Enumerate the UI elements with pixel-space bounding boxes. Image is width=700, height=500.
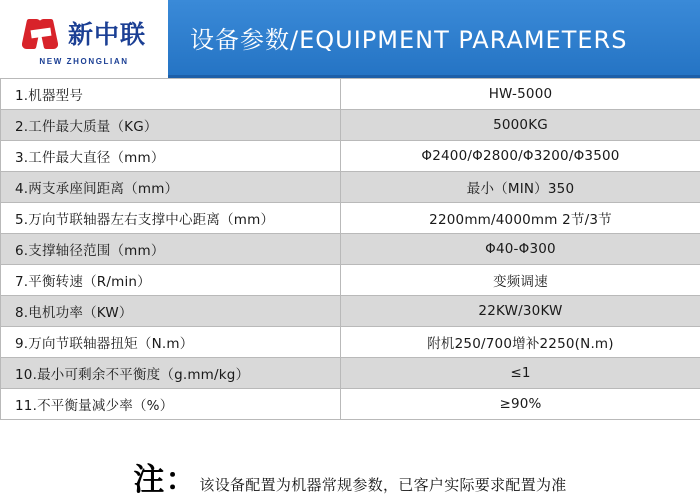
parameter-label: 3.工件最大直径（mm） — [1, 141, 341, 172]
parameter-label: 6.支撑轴径范围（mm） — [1, 234, 341, 265]
parameter-label: 5.万向节联轴器左右支撑中心距离（mm） — [1, 203, 341, 234]
parameters-table-wrap — [0, 78, 700, 420]
parameter-label: 4.两支承座间距离（mm） — [1, 172, 341, 203]
parameter-label: 9.万向节联轴器扭矩（N.m） — [1, 327, 341, 358]
table-row — [1, 141, 700, 172]
table-row — [1, 203, 700, 234]
table-row — [1, 389, 700, 420]
parameter-value: ≤1 — [341, 358, 700, 389]
parameter-value: Φ2400/Φ2800/Φ3200/Φ3500 — [341, 141, 700, 172]
table-row — [1, 296, 700, 327]
parameter-value: 附机250/700增补2250(N.m) — [341, 327, 700, 358]
title-bar — [168, 0, 700, 78]
parameter-label: 1.机器型号 — [1, 79, 341, 110]
parameter-value: 22KW/30KW — [341, 296, 700, 327]
table-row — [1, 234, 700, 265]
table-row — [1, 172, 700, 203]
parameter-value: 5000KG — [341, 110, 700, 141]
logo-chinese-name: 新中联 — [67, 19, 146, 49]
note-text: 该设备配置为机器常规参数，已客户实际要求配置为准 — [199, 476, 567, 494]
brand-logo — [0, 0, 168, 78]
page-title: 设备参数/EQUIPMENT PARAMETERS — [190, 26, 628, 54]
table-row — [1, 358, 700, 389]
parameter-value: 变频调速 — [341, 265, 700, 296]
parameters-table — [0, 78, 700, 420]
parameter-label: 8.电机功率（KW） — [1, 296, 341, 327]
table-row — [1, 265, 700, 296]
parameter-label: 2.工件最大质量（KG） — [1, 110, 341, 141]
table-row — [1, 327, 700, 358]
parameter-label: 7.平衡转速（R/min） — [1, 265, 341, 296]
footer-note — [0, 454, 700, 499]
logo-english-name: NEW ZHONGLIAN — [39, 57, 129, 66]
parameter-value: Φ40-Φ300 — [341, 234, 700, 265]
parameter-value: ≥90% — [341, 389, 700, 420]
table-row — [1, 79, 700, 110]
logo-row — [22, 16, 146, 52]
nz-logo-mark-icon — [22, 16, 62, 52]
parameter-value: 最小（MIN）350 — [341, 172, 700, 203]
parameter-value: HW-5000 — [341, 79, 700, 110]
parameter-value: 2200mm/4000mm 2节/3节 — [341, 203, 700, 234]
parameter-label: 11.不平衡量减少率（%） — [1, 389, 341, 420]
page-header — [0, 0, 700, 78]
table-row — [1, 110, 700, 141]
note-label: 注： — [133, 462, 198, 498]
parameter-label: 10.最小可剩余不平衡度（g.mm/kg） — [1, 358, 341, 389]
